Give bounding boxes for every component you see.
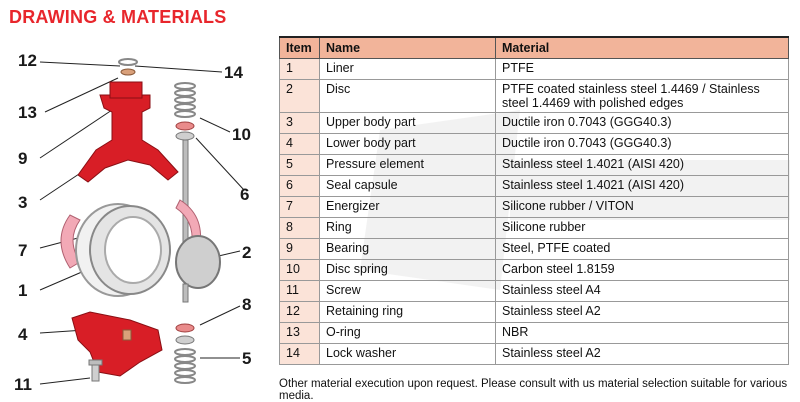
cell-name: Retaining ring — [320, 302, 496, 323]
callout-8: 8 — [242, 295, 252, 314]
table-row — [280, 155, 789, 176]
cell-material: Ductile iron 0.7043 (GGG40.3) — [496, 134, 789, 155]
materials-table — [279, 36, 789, 365]
cell-item: 12 — [280, 302, 320, 323]
callout-5: 5 — [242, 349, 252, 368]
cell-name: Energizer — [320, 197, 496, 218]
cell-name: Bearing — [320, 239, 496, 260]
cell-material: Silicone rubber / VITON — [496, 197, 789, 218]
table-row — [280, 176, 789, 197]
table-row — [280, 281, 789, 302]
cell-item: 5 — [280, 155, 320, 176]
callout-13: 13 — [18, 103, 37, 122]
callout-1: 1 — [18, 281, 28, 300]
cell-material: Stainless steel A2 — [496, 302, 789, 323]
table-row — [280, 80, 789, 113]
callout-14: 14 — [224, 63, 243, 82]
cell-item: 7 — [280, 197, 320, 218]
cell-name: Seal capsule — [320, 176, 496, 197]
callout-3: 3 — [18, 193, 28, 212]
cell-name: Upper body part — [320, 113, 496, 134]
callout-4: 4 — [18, 325, 28, 344]
cell-material: Stainless steel A2 — [496, 344, 789, 365]
table-row — [280, 344, 789, 365]
table-row — [280, 218, 789, 239]
cell-material: Stainless steel 1.4021 (AISI 420) — [496, 155, 789, 176]
table-row — [280, 59, 789, 80]
page-title: DRAWING & MATERIALS — [9, 7, 227, 27]
cell-item: 11 — [280, 281, 320, 302]
column-header-item: Item — [280, 37, 320, 59]
cell-name: Disc spring — [320, 260, 496, 281]
cell-item: 2 — [280, 80, 320, 113]
cell-name: Lower body part — [320, 134, 496, 155]
callout-11: 11 — [14, 375, 32, 394]
cell-item: 3 — [280, 113, 320, 134]
callout-12: 12 — [18, 51, 37, 70]
column-header-material: Material — [496, 37, 789, 59]
cell-name: Disc — [320, 80, 496, 113]
cell-item: 4 — [280, 134, 320, 155]
cell-name: Pressure element — [320, 155, 496, 176]
callout-6: 6 — [240, 185, 250, 204]
cell-material: Carbon steel 1.8159 — [496, 260, 789, 281]
callout-7: 7 — [18, 241, 28, 260]
cell-name: Ring — [320, 218, 496, 239]
footnote: Other material execution upon request. Please consult with us material selection suitable for various media. — [279, 378, 788, 402]
cell-name: Lock washer — [320, 344, 496, 365]
table-row — [280, 302, 789, 323]
callout-10: 10 — [232, 125, 251, 144]
cell-material: PTFE — [496, 59, 789, 80]
table-row — [280, 134, 789, 155]
cell-material: Steel, PTFE coated — [496, 239, 789, 260]
table-row — [280, 239, 789, 260]
cell-name: Liner — [320, 59, 496, 80]
cell-material: Stainless steel A4 — [496, 281, 789, 302]
callout-2: 2 — [242, 243, 252, 262]
cell-material: Silicone rubber — [496, 218, 789, 239]
cell-item: 14 — [280, 344, 320, 365]
table-row — [280, 260, 789, 281]
table-row — [280, 197, 789, 218]
cell-item: 9 — [280, 239, 320, 260]
table-row — [280, 323, 789, 344]
table-header-row — [280, 37, 789, 59]
table-row — [280, 113, 789, 134]
cell-material: NBR — [496, 323, 789, 344]
cell-name: O-ring — [320, 323, 496, 344]
cell-material: PTFE coated stainless steel 1.4469 / Stainless steel 1.4469 with polished edges — [496, 80, 789, 113]
cell-name: Screw — [320, 281, 496, 302]
cell-item: 6 — [280, 176, 320, 197]
cell-item: 8 — [280, 218, 320, 239]
column-header-name: Name — [320, 37, 496, 59]
table-body — [280, 59, 789, 365]
exploded-valve-drawing — [0, 40, 272, 400]
cell-item: 1 — [280, 59, 320, 80]
cell-item: 13 — [280, 323, 320, 344]
cell-material: Stainless steel 1.4021 (AISI 420) — [496, 176, 789, 197]
callout-9: 9 — [18, 149, 28, 168]
cell-material: Ductile iron 0.7043 (GGG40.3) — [496, 113, 789, 134]
cell-item: 10 — [280, 260, 320, 281]
